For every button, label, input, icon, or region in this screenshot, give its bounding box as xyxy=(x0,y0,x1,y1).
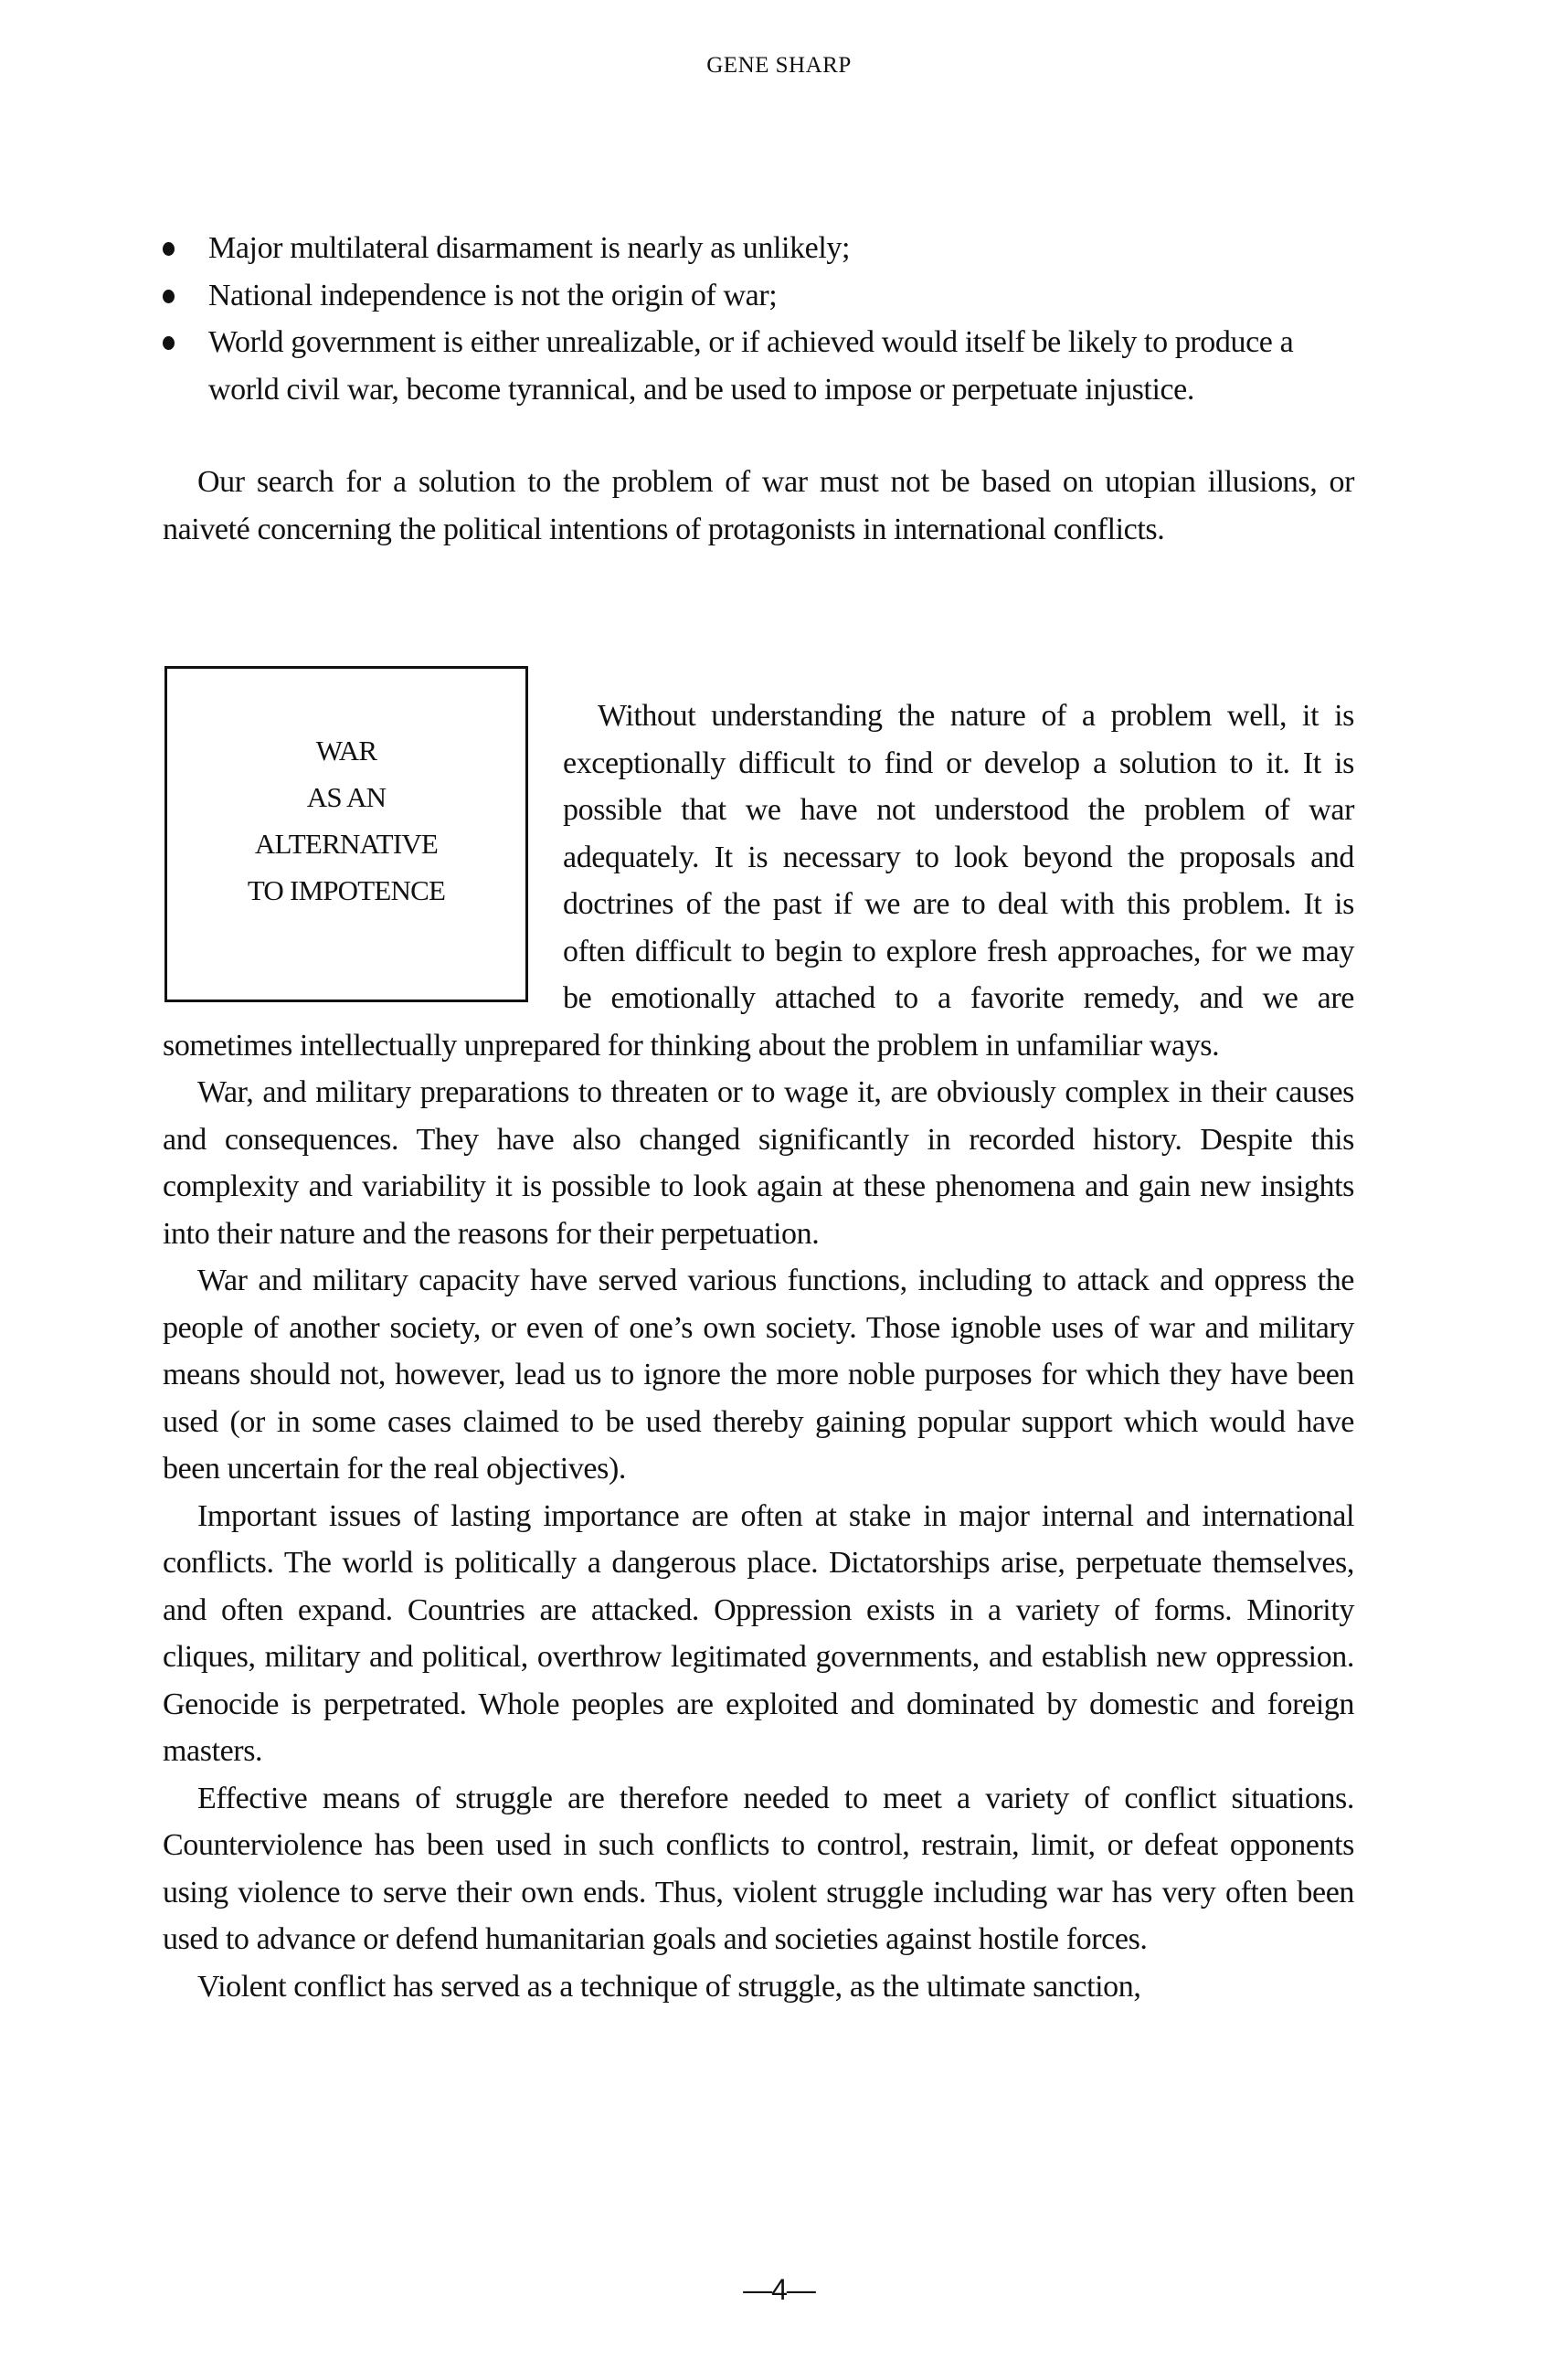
bullet-text: Major multilateral disarmament is nearly as unlikely; xyxy=(208,231,851,265)
chapter-title-line: AS AN xyxy=(306,781,387,813)
bullet-text: World government is either unrealizable, or if achieved would itself be likely to produce a world civil war, become tyrannical, and be used to impose or perpetuate injustice. xyxy=(208,325,1294,407)
paragraph-violent-conflict: Violent conflict has served as a technique of struggle, as the ultimate sanction, xyxy=(197,1969,1141,2004)
paragraph-important-issues: Important issues of lasting importance are often at stake in major internal and international conflicts. The world is politically a dangerous place. Dictatorships arise, perpetuate themselves, and often expand. Countries are attacked. Oppression exists in a variety of forms. Minority cliques, military and political, overthrow legitimated governments, and establish new oppression. Genocide is perpetrated. Whole peoples are exploited and dominated by domestic and foreign masters. xyxy=(163,1498,1354,1768)
main-text-block xyxy=(163,693,1354,2010)
chapter-title-line: TO IMPOTENCE xyxy=(247,874,446,906)
paragraph-our-search: Our search for a solution to the problem of war must not be based on utopian illusions, or naiveté concerning the political intentions of protagonists in international conflicts. xyxy=(163,465,1354,546)
bullet-icon xyxy=(163,242,175,256)
bullet-text: National independence is not the origin of war; xyxy=(208,278,778,312)
bullet-list xyxy=(163,225,1354,413)
bullet-icon xyxy=(163,336,175,350)
paragraph-war-and-military-preparations: War, and military preparations to threaten or to wage it, are obviously complex in their causes and consequences. They have also changed significantly in recorded history. Despite this complexity and variability it is possible to look again at these phenomena and gain new insights into their nature and the reasons for their perpetuation. xyxy=(163,1075,1354,1251)
bullet-item xyxy=(163,225,1354,272)
running-head: GENE SHARP xyxy=(706,53,852,78)
paragraph-war-and-military-capacity: War and military capacity have served various functions, including to attack and oppress the people of another society, or even of one’s own society. Those ignoble uses of war and military means should not, however, lead us to ignore the more noble purposes for which they have been used (or in some cases claimed to be used thereby gaining popular support which would have been uncertain for the real objectives). xyxy=(163,1264,1354,1486)
page-number: —4— xyxy=(743,2273,815,2306)
paragraph-block-intro xyxy=(163,459,1354,553)
chapter-title-line: WAR xyxy=(315,735,377,767)
paragraph-effective-means: Effective means of struggle are therefore needed to meet a variety of conflict situations. Counterviolence has been used in such conflicts to control, restrain, limit, or defeat opponents using violence to serve their own ends. Thus, violent struggle including war has very often been used to advance or defend humanitarian goals and societies against hostile forces. xyxy=(163,1781,1354,1956)
bullet-icon xyxy=(163,290,175,303)
paragraph-without-understanding: Without understanding the nature of a problem well, it is exceptionally difficult to find or develop a solution to it. It is possible that we have not understood the problem of war adequately. It is necessary to look beyond the proposals and doctrines of the past if we are to deal with this problem. It is often difficult to begin to explore fresh approaches, for we may be emotionally attached to a favorite remedy, and we are sometimes intellectually unprepared for thinking about the problem in unfamiliar ways. xyxy=(163,699,1354,1063)
chapter-title-line: ALTERNATIVE xyxy=(254,828,439,860)
chapter-title-box xyxy=(164,666,528,1002)
bullet-item xyxy=(163,272,1354,320)
bullet-item xyxy=(163,319,1354,413)
